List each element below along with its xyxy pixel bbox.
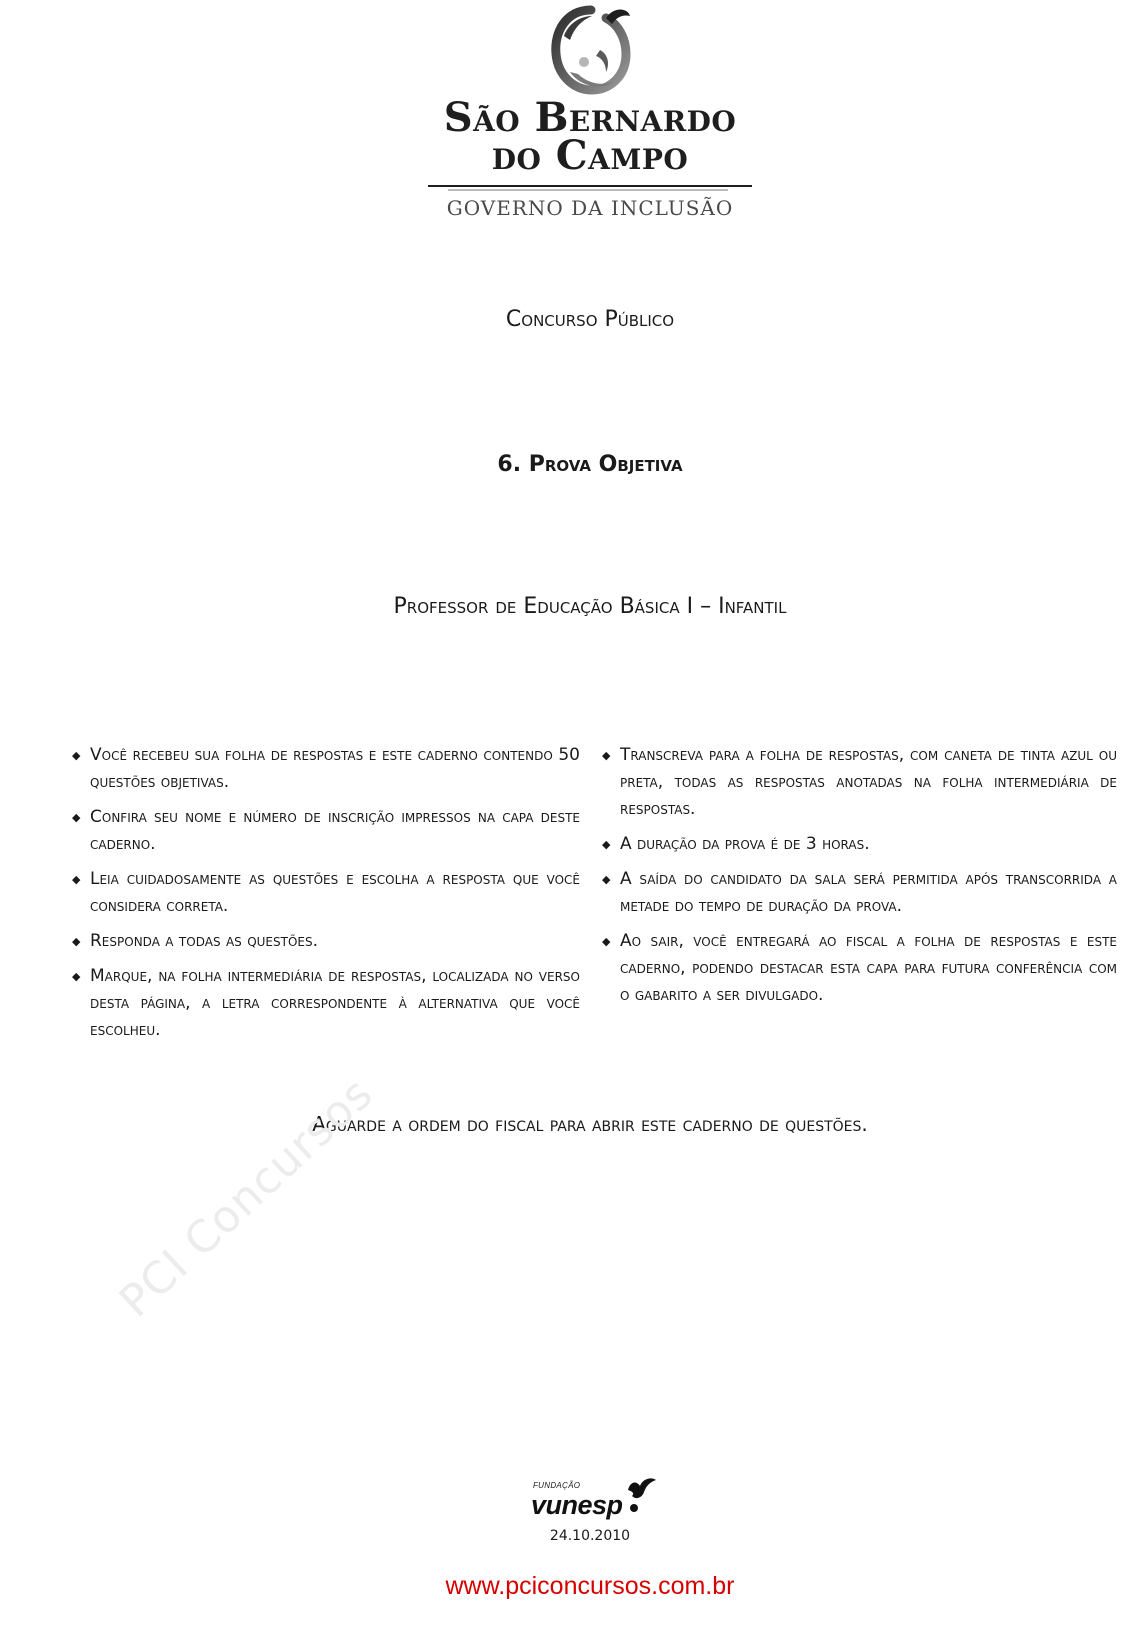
instruction-item: ◆ A duração da prova é de 3 horas. [602, 831, 1117, 858]
diamond-bullet-icon: ◆ [602, 935, 611, 948]
diamond-bullet-icon: ◆ [602, 749, 611, 762]
vunesp-bird-icon [624, 1476, 658, 1514]
diamond-bullet-icon: ◆ [72, 873, 81, 886]
diamond-bullet-icon: ◆ [602, 873, 611, 886]
website-link[interactable]: www.pciconcursos.com.br [445, 1572, 735, 1600]
diamond-bullet-icon: ◆ [602, 838, 611, 851]
diamond-bullet-icon: ◆ [72, 811, 81, 824]
role-title: Professor de Educação Básica I – Infantil [393, 594, 787, 619]
diamond-bullet-icon: ◆ [72, 935, 81, 948]
instructions-right [602, 742, 1117, 1017]
instruction-item: ◆ Você recebeu sua folha de respostas e este caderno contendo 50 questões objetivas. [72, 742, 580, 796]
exam-title: 6. Prova Objetiva [497, 452, 683, 477]
logo-title-line2: do Campo [491, 132, 689, 179]
watermark-text: PCI Concursos [110, 1067, 383, 1328]
diamond-bullet-icon: ◆ [72, 970, 81, 983]
exam-date: 24.10.2010 [549, 1528, 631, 1544]
logo-tagline: GOVERNO DA INCLUSÃO [446, 196, 734, 220]
logo-divider [428, 184, 752, 192]
city-emblem-icon [548, 2, 634, 102]
instruction-item: ◆ Ao sair, você entregará ao fiscal a folha de respostas e este caderno, podendo destacar esta capa para futura conferência com o gabarito a ser divulgado. [602, 928, 1117, 1009]
instruction-item: ◆ A saída do candidato da sala será permitida após transcorrida a metade do tempo de duração da prova. [602, 866, 1117, 920]
logo-title-line1: São Bernardo [443, 94, 737, 141]
instruction-item: ◆ Leia cuidadosamente as questões e escolha a resposta que você considera correta. [72, 866, 580, 920]
instruction-item: ◆ Responda a todas as questões. [72, 928, 580, 955]
contest-label: Concurso Público [505, 307, 675, 332]
instructions-left [72, 742, 580, 1052]
instruction-item: ◆ Marque, na folha intermediária de respostas, localizada no verso desta página, a letra correspondente à alternativa que você escolheu. [72, 963, 580, 1044]
foundation-logo-name: vunesp [531, 1490, 623, 1520]
wait-notice: Aguarde a ordem do fiscal para abrir este caderno de questões. [312, 1112, 868, 1136]
diamond-bullet-icon: ◆ [72, 749, 81, 762]
instruction-item: ◆ Transcreva para a folha de respostas, com caneta de tinta azul ou preta, todas as respostas anotadas na folha intermediária de respostas. [602, 742, 1117, 823]
instruction-item: ◆ Confira seu nome e número de inscrição impressos na capa deste caderno. [72, 804, 580, 858]
foundation-prefix: FUNDAÇÃO [533, 1481, 581, 1490]
